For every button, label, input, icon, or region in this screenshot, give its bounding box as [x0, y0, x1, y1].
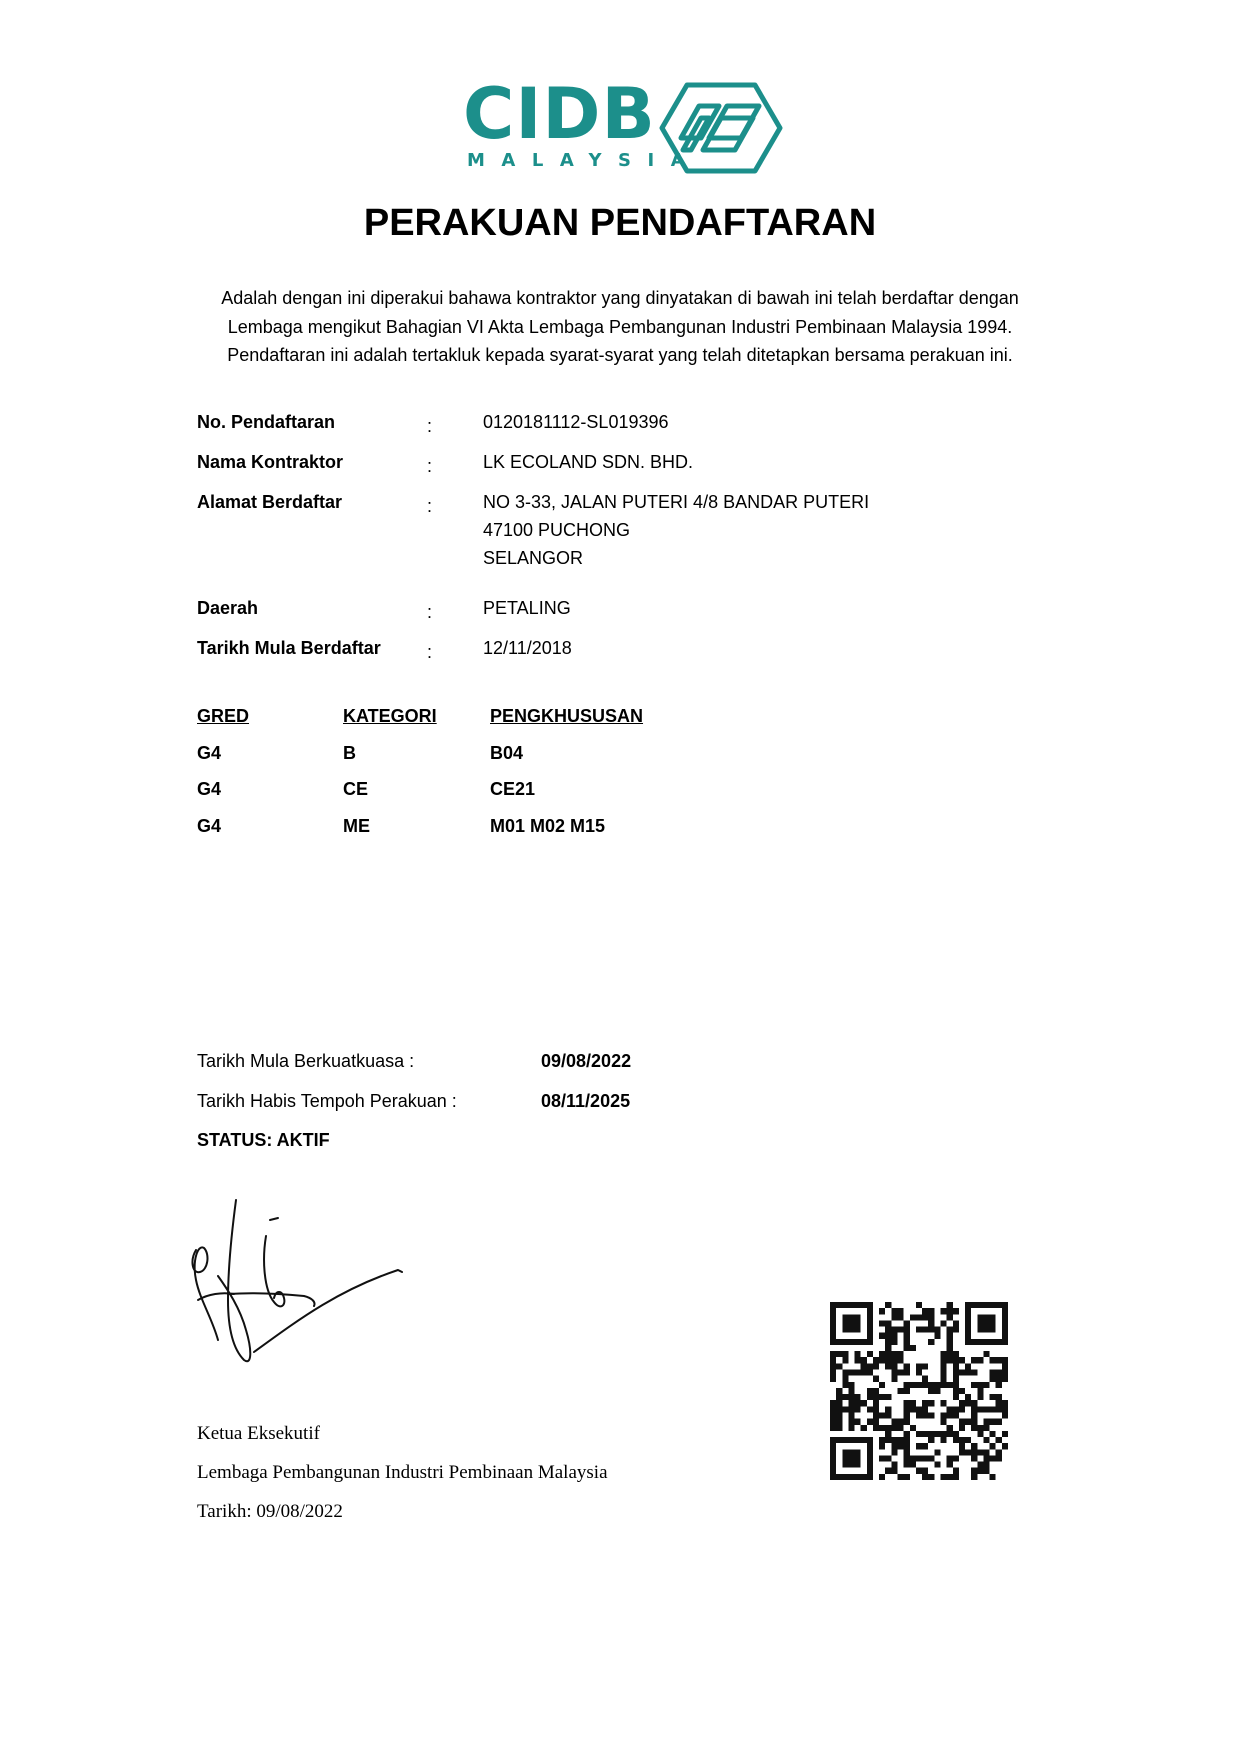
- category-cell: ME: [343, 816, 370, 836]
- field-separator: :: [427, 642, 433, 662]
- validity-start-value: 09/08/2022: [541, 1051, 632, 1071]
- intro-line: Adalah dengan ini diperakui bahawa kontraktor yang dinyatakan di bawah ini telah berdaftar dengan: [221, 288, 1019, 308]
- address-line: SELANGOR: [483, 548, 584, 568]
- status-badge: STATUS: AKTIF: [197, 1130, 330, 1150]
- address-line: NO 3-33, JALAN PUTERI 4/8 BANDAR PUTERI: [483, 492, 870, 512]
- validity-end-value: 08/11/2025: [541, 1091, 631, 1111]
- field-separator: :: [427, 456, 433, 476]
- header-gred: GRED: [197, 706, 250, 726]
- cidb-logo: [463, 73, 783, 178]
- specialisation-cell: CE21: [490, 779, 536, 799]
- signoff-position: Ketua Eksekutif: [197, 1423, 320, 1444]
- field-separator: :: [427, 602, 433, 622]
- intro-paragraph: [170, 284, 1070, 370]
- header-kategori: KATEGORI: [343, 706, 437, 726]
- address-line: 47100 PUCHONG: [483, 520, 631, 540]
- field-value: LK ECOLAND SDN. BHD.: [483, 452, 694, 472]
- header-pengkhususan: PENGKHUSUSAN: [490, 706, 644, 726]
- field-value: PETALING: [483, 598, 571, 618]
- qr-code-icon: [830, 1302, 1008, 1480]
- field-label: Tarikh Mula Berdaftar: [197, 638, 381, 658]
- cidb-hexagon-mark-icon: [659, 82, 783, 174]
- signoff-organisation: Lembaga Pembangunan Industri Pembinaan Malaysia: [197, 1462, 608, 1483]
- signoff-date: Tarikh: 09/08/2022: [197, 1501, 343, 1522]
- logo-subtitle: MALAYSIA: [467, 150, 702, 171]
- field-value: [483, 488, 1083, 572]
- specialisation-cell: B04: [490, 743, 524, 763]
- grade-cell: G4: [197, 816, 222, 836]
- category-cell: CE: [343, 779, 369, 799]
- intro-line: Lembaga mengikut Bahagian VI Akta Lembaga Pembangunan Industri Pembinaan Malaysia 1994.: [227, 316, 1013, 337]
- qr-modules: [830, 1302, 1008, 1480]
- grade-cell: G4: [197, 779, 222, 799]
- field-label: Nama Kontraktor: [197, 452, 344, 472]
- field-value: 12/11/2018: [483, 638, 572, 658]
- field-value: 0120181112-SL019396: [483, 412, 669, 432]
- field-separator: :: [427, 416, 433, 436]
- field-label: Daerah: [197, 598, 259, 618]
- logo-wordmark: CIDB: [463, 73, 656, 155]
- specialisation-cell: M01 M02 M15: [490, 816, 606, 836]
- field-separator: :: [427, 496, 433, 516]
- validity-end-label: Tarikh Habis Tempoh Perakuan :: [197, 1091, 457, 1111]
- intro-line: Pendaftaran ini adalah tertakluk kepada syarat-syarat yang telah ditetapkan bersama perakuan ini.: [227, 345, 1013, 365]
- category-cell: B: [343, 743, 356, 763]
- grade-cell: G4: [197, 743, 222, 763]
- validity-start-label: Tarikh Mula Berkuatkuasa :: [197, 1051, 415, 1071]
- field-label: Alamat Berdaftar: [197, 492, 343, 512]
- document-title: PERAKUAN PENDAFTARAN: [363, 202, 877, 244]
- field-label: No. Pendaftaran: [197, 412, 336, 432]
- signature-icon: [188, 1190, 418, 1380]
